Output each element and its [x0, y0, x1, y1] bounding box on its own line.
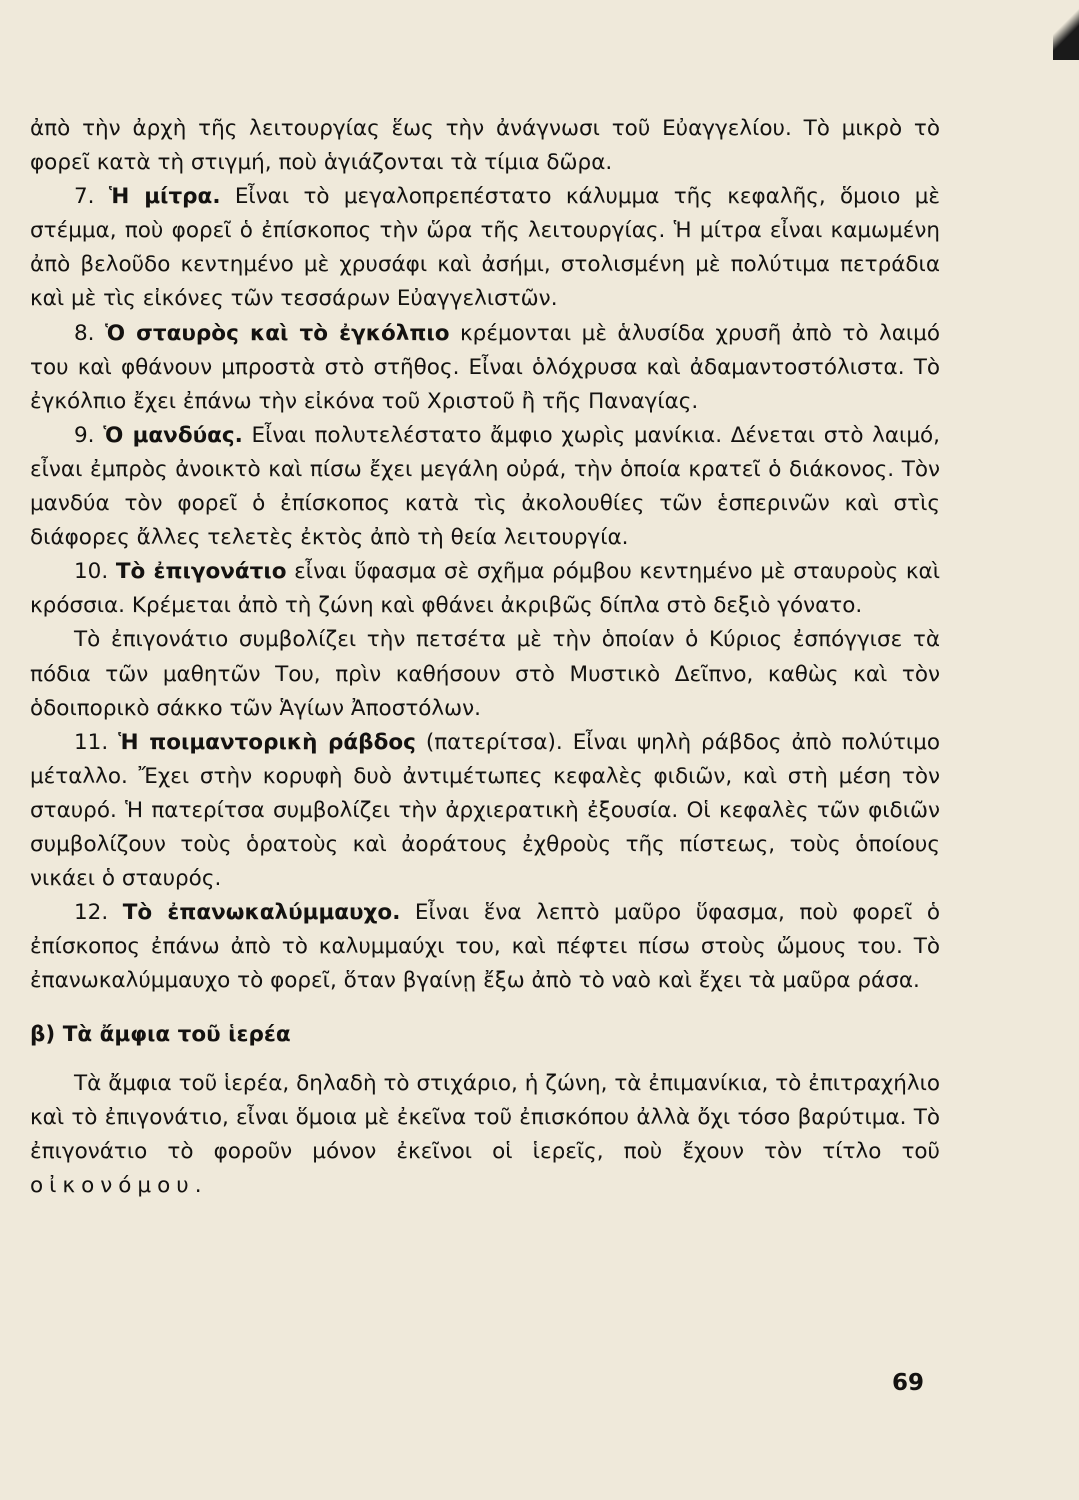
item-text: Εἶναι πολυτελέστατο ἄμφιο χωρὶς μανίκια. Δένεται στὸ λαιμό, εἶναι ἐμπρὸς ἀνοικτὸ καὶ πίσω ἔχει μεγάλη οὐρά, τὴν ὁποία κρατεῖ ὁ διάκονος. Τὸν μανδύα τὸν φορεῖ ὁ ἐπίσκοπος κατὰ τὶς ἀκολουθίες τῶν ἑσπερινῶν καὶ στὶς διάφορες ἄλλες τελετὲς ἐκτὸς ἀπὸ τὴ θεία λειτουργία. [30, 422, 940, 551]
item-text: Εἶναι τὸ μεγαλοπρεπέστατο κάλυμμα τῆς κεφαλῆς, ὅμοιο μὲ στέμμα, ποὺ φορεῖ ὁ ἐπίσκοπος τὴν ὥρα τῆς λειτουργίας. Ἡ μίτρα εἶναι καμωμένη ἀπὸ βελοῦδο κεντημένο μὲ χρυσάφι καὶ ἀσήμι, στολισμένη μὲ πολύτιμα πετράδια καὶ μὲ τὶς εἰκόνες τῶν τεσσάρων Εὐαγγελιστῶν. [30, 184, 940, 312]
page-text [30, 112, 940, 1203]
item-title: Ὁ σταυρὸς καὶ τὸ ἐγκόλπιο [104, 320, 450, 346]
item-epanokalymmavcho [30, 896, 940, 998]
item-number: 9. [74, 422, 95, 448]
item-number: 7. [74, 184, 95, 210]
page-number: 69 [892, 1370, 925, 1396]
section-b-heading [30, 1018, 940, 1052]
page-edge-shadow [1053, 0, 1079, 60]
intro-paragraph: ἀπὸ τὴν ἀρχὴ τῆς λειτουργίας ἕως τὴν ἀνάγνωσι τοῦ Εὐαγγελίου. Τὸ μικρὸ τὸ φορεῖ κατὰ τὴ στιγμή, ποὺ ἁγιάζονται τὰ τίμια δῶρα. [30, 116, 940, 176]
section-b-text: Τὰ ἄμφια τοῦ ἱερέα, δηλαδὴ τὸ στιχάριο, ἡ ζώνη, τὰ ἐπιμανίκια, τὸ ἐπιτραχήλιο καὶ τὸ ἐπιγονάτιο, εἶναι ὅμοια μὲ ἐκεῖνα τοῦ ἐπισκόπου ἀλλὰ ὄχι τόσο βαρύτιμα. Τὸ ἐπιγονάτιο τὸ φοροῦν μόνον ἐκεῖνοι οἱ ἱερεῖς, ποὺ ἔχουν τὸν τίτλο τοῦ [30, 1070, 940, 1164]
item-epigonatio [30, 555, 940, 623]
item-rabdos [30, 726, 940, 896]
item-title: Ὁ μανδύας. [103, 422, 243, 448]
item-number: 12. [74, 900, 109, 926]
item-text: (πατερίτσα). Εἶναι ψηλὴ ράβδος ἀπὸ πολύτιμο μέταλλο. Ἔχει στὴν κορυφὴ δυὸ ἀντιμέτωπες κεφαλὲς φιδιῶν, καὶ στὴ μέση τὸν σταυρό. Ἡ πατερίτσα συμβολίζει τὴν ἀρχιερατικὴ ἐξουσία. Οἱ κεφαλὲς τῶν φιδιῶν συμβολίζουν τοὺς ὁρατοὺς καὶ ἀοράτους ἐχθροὺς τῆς πίστεως, τοὺς ὁποίους νικάει ὁ σταυρός. [30, 729, 940, 892]
item-number: 10. [74, 559, 109, 585]
item-title: Ἡ μίτρα. [108, 184, 221, 210]
section-b-paragraph [30, 1067, 940, 1203]
spaced-word: οἰκονόμου. [30, 1172, 208, 1198]
item-stavros [30, 317, 940, 419]
item-epigonatio-symbolism: Τὸ ἐπιγονάτιο συμβολίζει τὴν πετσέτα μὲ τὴν ὁποίαν ὁ Κύριος ἐσπόγγισε τὰ πόδια τῶν μαθητῶν Του, πρὶν καθήσουν στὸ Μυστικὸ Δεῖπνο, καθὼς καὶ τὸν ὁδοιπορικὸ σάκκο τῶν Ἁγίων Ἀποστόλων. [30, 627, 940, 721]
item-text: Εἶναι ἕνα λεπτὸ μαῦρο ὕφασμα, ποὺ φορεῖ ὁ ἐπίσκοπος ἐπάνω ἀπὸ τὸ καλυμμαύχι του, καὶ πέφτει πίσω στοὺς ὤμους του. Τὸ ἐπανωκαλύμμαυχο τὸ φορεῖ, ὅταν βγαίνῃ ἔξω ἀπὸ τὸ ναὸ καὶ ἔχει τὰ μαῦρα ράσα. [30, 900, 940, 994]
item-number: 11. [74, 729, 109, 755]
item-title: Τὸ ἐπιγονάτιο [115, 559, 287, 585]
item-title: Ἡ ποιμαντορικὴ ράβδος [118, 729, 416, 755]
item-title: Τὸ ἐπανωκαλύμμαυχο. [122, 900, 401, 926]
item-mandyas [30, 419, 940, 555]
item-mitra [30, 180, 940, 316]
item-number: 8. [74, 320, 95, 346]
section-heading-text: β) Τὰ ἄμφια τοῦ ἱερέα [30, 1022, 291, 1048]
item-text: κρέμονται μὲ ἁλυσίδα χρυσῆ ἀπὸ τὸ λαιμό του καὶ φθάνουν μπροστὰ στὸ στῆθος. Εἶναι ὁλόχρυσα καὶ ἀδαμαντοστόλιστα. Τὸ ἐγκόλπιο ἔχει ἐπάνω τὴν εἰκόνα τοῦ Χριστοῦ ἢ τῆς Παναγίας. [30, 320, 940, 414]
item-text: εἶναι ὕφασμα σὲ σχῆμα ρόμβου κεντημένο μὲ σταυροὺς καὶ κρόσσια. Κρέμεται ἀπὸ τὴ ζώνη καὶ φθάνει ἀκριβῶς δίπλα στὸ δεξιὸ γόνατο. [30, 559, 940, 619]
